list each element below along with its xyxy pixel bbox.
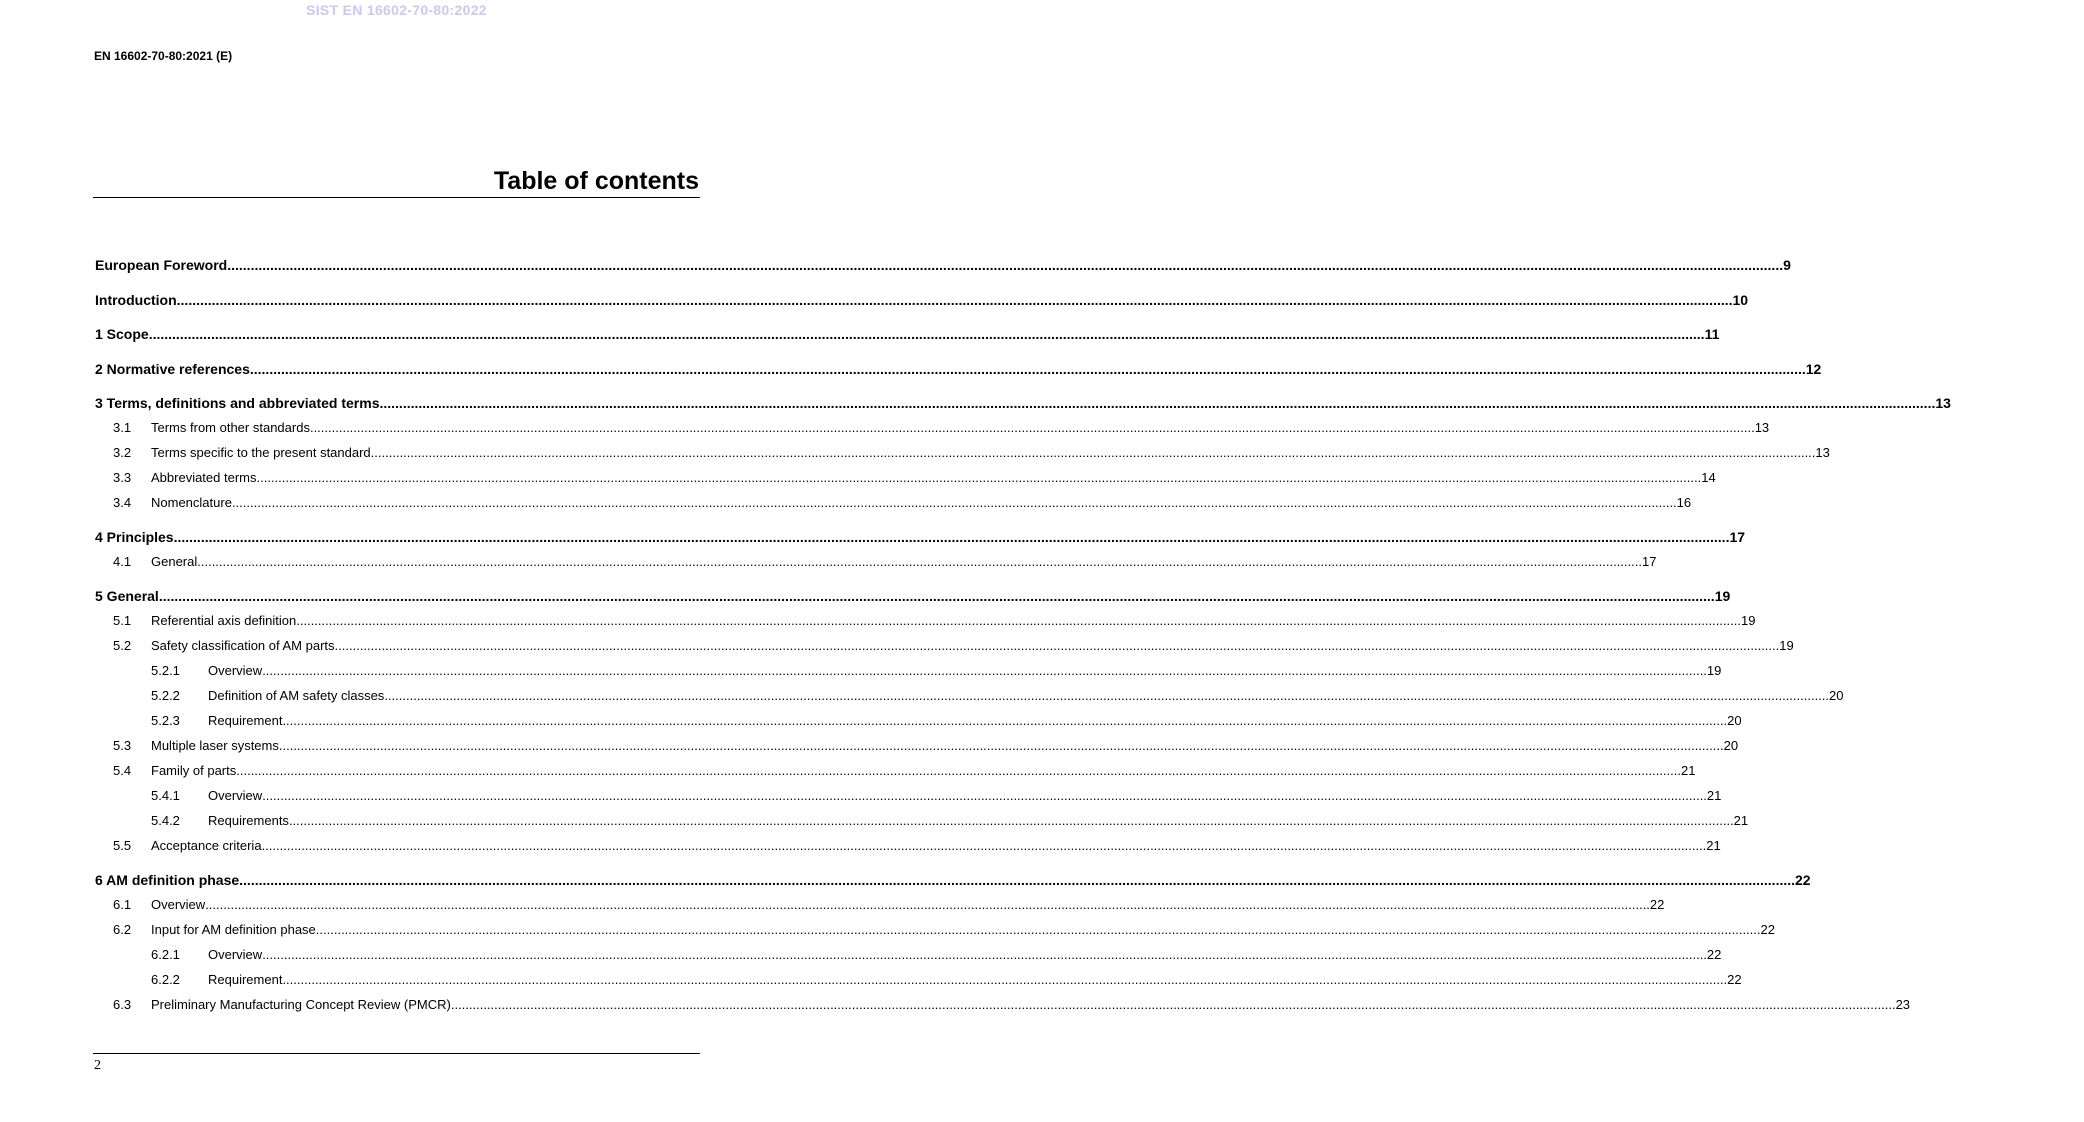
toc-entry-label: Input for AM definition phase [151,922,316,937]
toc-entry[interactable] [0,945,1722,963]
toc-dot-leader: ................................................................................................................................................................................................................................................................................................................................................................................................................ [176,292,1733,308]
toc-dot-leader: ................................................................................................................................................................................................................................................................................................................................................................................................................ [262,788,1707,803]
toc-entry-page: 21 [1706,838,1721,853]
toc-entry-number: 4.1 [113,554,132,569]
page-title: Table of contents [493,167,699,195]
toc-entry[interactable] [0,761,1696,779]
toc-entry-number: 5.2 [113,638,132,653]
toc-dot-leader: ................................................................................................................................................................................................................................................................................................................................................................................................................ [278,738,1724,753]
toc-entry-page: 9 [1783,257,1791,273]
toc-entry[interactable] [0,970,1742,988]
toc-entry-label: Multiple laser systems [151,738,279,753]
toc-entry-label: Acceptance criteria [151,838,262,853]
toc-entry-label: Preliminary Manufacturing Concept Review (PMCR) [151,997,451,1012]
toc-entry-number: 5.4.1 [151,788,180,803]
toc-entry-page: 20 [1723,738,1739,753]
toc-entry[interactable] [0,895,1665,913]
toc-entry[interactable] [0,443,1830,461]
toc-entry[interactable] [0,393,1951,411]
toc-entry[interactable] [0,686,1844,704]
toc-entry-page: 13 [1815,445,1830,460]
toc-entry-label: General [151,554,198,569]
toc-dot-leader: ................................................................................................................................................................................................................................................................................................................................................................................................................ [261,838,1707,853]
toc-entry-page: 22 [1760,922,1775,937]
toc-entry-number: 6.1 [113,897,132,912]
toc-dot-leader: ................................................................................................................................................................................................................................................................................................................................................................................................................ [315,922,1761,937]
toc-dot-leader: ................................................................................................................................................................................................................................................................................................................................................................................................................ [158,588,1715,604]
toc-entry[interactable] [0,811,1749,829]
toc-entry-number: 6.2.2 [151,972,180,987]
toc-entry-page: 13 [1754,420,1770,435]
toc-entry[interactable] [0,290,1749,308]
toc-entry-label: 6 AM definition phase [95,872,240,888]
toc-entry-page: 12 [1805,361,1822,377]
toc-entry[interactable] [0,468,1716,486]
footer-divider [93,1053,700,1054]
toc-entry-page: 22 [1706,947,1722,962]
toc-dot-leader: ................................................................................................................................................................................................................................................................................................................................................................................................................ [282,713,1728,728]
toc-dot-leader: ................................................................................................................................................................................................................................................................................................................................................................................................................ [249,361,1806,377]
toc-entry-label: Safety classification of AM parts [151,638,335,653]
toc-entry-page: 11 [1704,326,1720,342]
toc-entry-number: 5.2.3 [151,713,180,728]
toc-entry-number: 3.4 [113,495,132,510]
toc-entry-number: 5.2.2 [151,688,180,703]
toc-entry-label: 3 Terms, definitions and abbreviated terms [95,395,380,411]
toc-entry-page: 22 [1727,972,1742,987]
toc-entry[interactable] [0,324,1720,342]
toc-dot-leader: ................................................................................................................................................................................................................................................................................................................................................................................................................ [231,495,1677,510]
toc-entry-number: 6.2.1 [151,947,180,962]
toc-entry-page: 21 [1733,813,1749,828]
toc-entry-label: Abbreviated terms [151,470,257,485]
toc-dot-leader: ................................................................................................................................................................................................................................................................................................................................................................................................................ [282,972,1728,987]
toc-entry-number: 5.3 [113,738,132,753]
toc-entry-number: 5.4.2 [151,813,180,828]
toc-entry-page: 19 [1740,613,1756,628]
toc-dot-leader: ................................................................................................................................................................................................................................................................................................................................................................................................................ [148,326,1705,342]
toc-dot-leader: ................................................................................................................................................................................................................................................................................................................................................................................................................ [370,445,1816,460]
toc-entry-page: 22 [1649,897,1665,912]
toc-dot-leader: ................................................................................................................................................................................................................................................................................................................................................................................................................ [309,420,1755,435]
document-id: EN 16602-70-80:2021 (E) [94,49,233,63]
toc-entry-page: 19 [1714,588,1731,604]
toc-entry-label: Overview [208,663,263,678]
toc-entry[interactable] [0,786,1722,804]
watermark: SIST EN 16602-70-80:2022 [306,2,487,18]
toc-entry-label: Overview [208,788,263,803]
toc-entry[interactable] [0,418,1770,436]
toc-dot-leader: ................................................................................................................................................................................................................................................................................................................................................................................................................ [379,395,1936,411]
toc-entry[interactable] [0,636,1794,654]
toc-dot-leader: ................................................................................................................................................................................................................................................................................................................................................................................................................ [296,613,1741,628]
toc-entry[interactable] [0,586,1731,604]
page-number: 2 [94,1058,101,1073]
toc-entry-page: 21 [1680,763,1696,778]
toc-entry-label: Nomenclature [151,495,232,510]
toc-entry-page: 17 [1729,529,1746,545]
toc-entry-label: Requirement [208,713,283,728]
toc-entry-page: 23 [1895,997,1911,1012]
toc-entry-label: 2 Normative references [95,361,250,377]
toc-entry[interactable] [0,920,1775,938]
toc-entry-number: 6.2 [113,922,132,937]
toc-dot-leader: ................................................................................................................................................................................................................................................................................................................................................................................................................ [262,947,1707,962]
toc-entry[interactable] [0,359,1822,377]
toc-entry-label: Requirement [208,972,283,987]
toc-dot-leader: ................................................................................................................................................................................................................................................................................................................................................................................................................ [197,554,1642,569]
toc-dot-leader: ................................................................................................................................................................................................................................................................................................................................................................................................................ [239,872,1796,888]
toc-entry-label: Terms specific to the present standard [151,445,371,460]
toc-entry-page: 20 [1727,713,1742,728]
toc-entry[interactable] [0,552,1657,570]
toc-entry[interactable] [0,661,1722,679]
toc-entry-page: 19 [1779,638,1794,653]
toc-entry-label: Definition of AM safety classes [208,688,385,703]
toc-entry-page: 16 [1676,495,1692,510]
toc-dot-leader: ................................................................................................................................................................................................................................................................................................................................................................................................................ [236,763,1681,778]
toc-entry-label: Family of parts [151,763,237,778]
toc-entry-page: 17 [1641,554,1657,569]
toc-entry[interactable] [0,836,1721,854]
toc-entry[interactable] [0,527,1746,545]
toc-entry[interactable] [0,255,1791,273]
toc-entry-label: Requirements [208,813,289,828]
toc-entry-number: 5.1 [113,613,132,628]
toc-entry-number: 5.2.1 [151,663,180,678]
toc-entry-label: Overview [151,897,206,912]
toc-dot-leader: ................................................................................................................................................................................................................................................................................................................................................................................................................ [227,257,1784,273]
toc-entry-page: 20 [1829,688,1844,703]
toc-entry-page: 19 [1706,663,1722,678]
toc-entry-number: 5.4 [113,763,132,778]
toc-dot-leader: ................................................................................................................................................................................................................................................................................................................................................................................................................ [384,688,1830,703]
toc-entry-number: 6.3 [113,997,132,1012]
toc-entry-number: 3.1 [113,420,132,435]
toc-entry-label: European Foreword [95,257,228,273]
toc-dot-leader: ................................................................................................................................................................................................................................................................................................................................................................................................................ [288,813,1734,828]
toc-dot-leader: ................................................................................................................................................................................................................................................................................................................................................................................................................ [450,997,1896,1012]
toc-entry-label: Overview [208,947,263,962]
toc-entry-label: Introduction [95,292,177,308]
toc-entry-label: 5 General [95,588,159,604]
toc-entry-page: 10 [1732,292,1749,308]
toc-entry-page: 14 [1701,470,1716,485]
toc-entry-number: 5.5 [113,838,132,853]
toc-dot-leader: ................................................................................................................................................................................................................................................................................................................................................................................................................ [256,470,1702,485]
toc-entry-number: 3.3 [113,470,132,485]
toc-entry-label: 4 Principles [95,529,174,545]
toc-entry-label: Referential axis definition [151,613,297,628]
toc-entry[interactable] [0,995,1911,1013]
toc-entry[interactable] [0,736,1739,754]
toc-entry-page: 13 [1935,395,1951,411]
toc-entry[interactable] [0,611,1756,629]
toc-entry-page: 22 [1795,872,1811,888]
toc-entry[interactable] [0,870,1811,888]
toc-dot-leader: ................................................................................................................................................................................................................................................................................................................................................................................................................ [262,663,1707,678]
toc-dot-leader: ................................................................................................................................................................................................................................................................................................................................................................................................................ [205,897,1650,912]
toc-dot-leader: ................................................................................................................................................................................................................................................................................................................................................................................................................ [334,638,1780,653]
toc-dot-leader: ................................................................................................................................................................................................................................................................................................................................................................................................................ [173,529,1730,545]
toc-entry[interactable] [0,493,1692,511]
toc-entry-label: Terms from other standards [151,420,310,435]
toc-entry-page: 21 [1706,788,1722,803]
toc-entry[interactable] [0,711,1742,729]
toc-entry-number: 3.2 [113,445,132,460]
toc-entry-label: 1 Scope [95,326,149,342]
